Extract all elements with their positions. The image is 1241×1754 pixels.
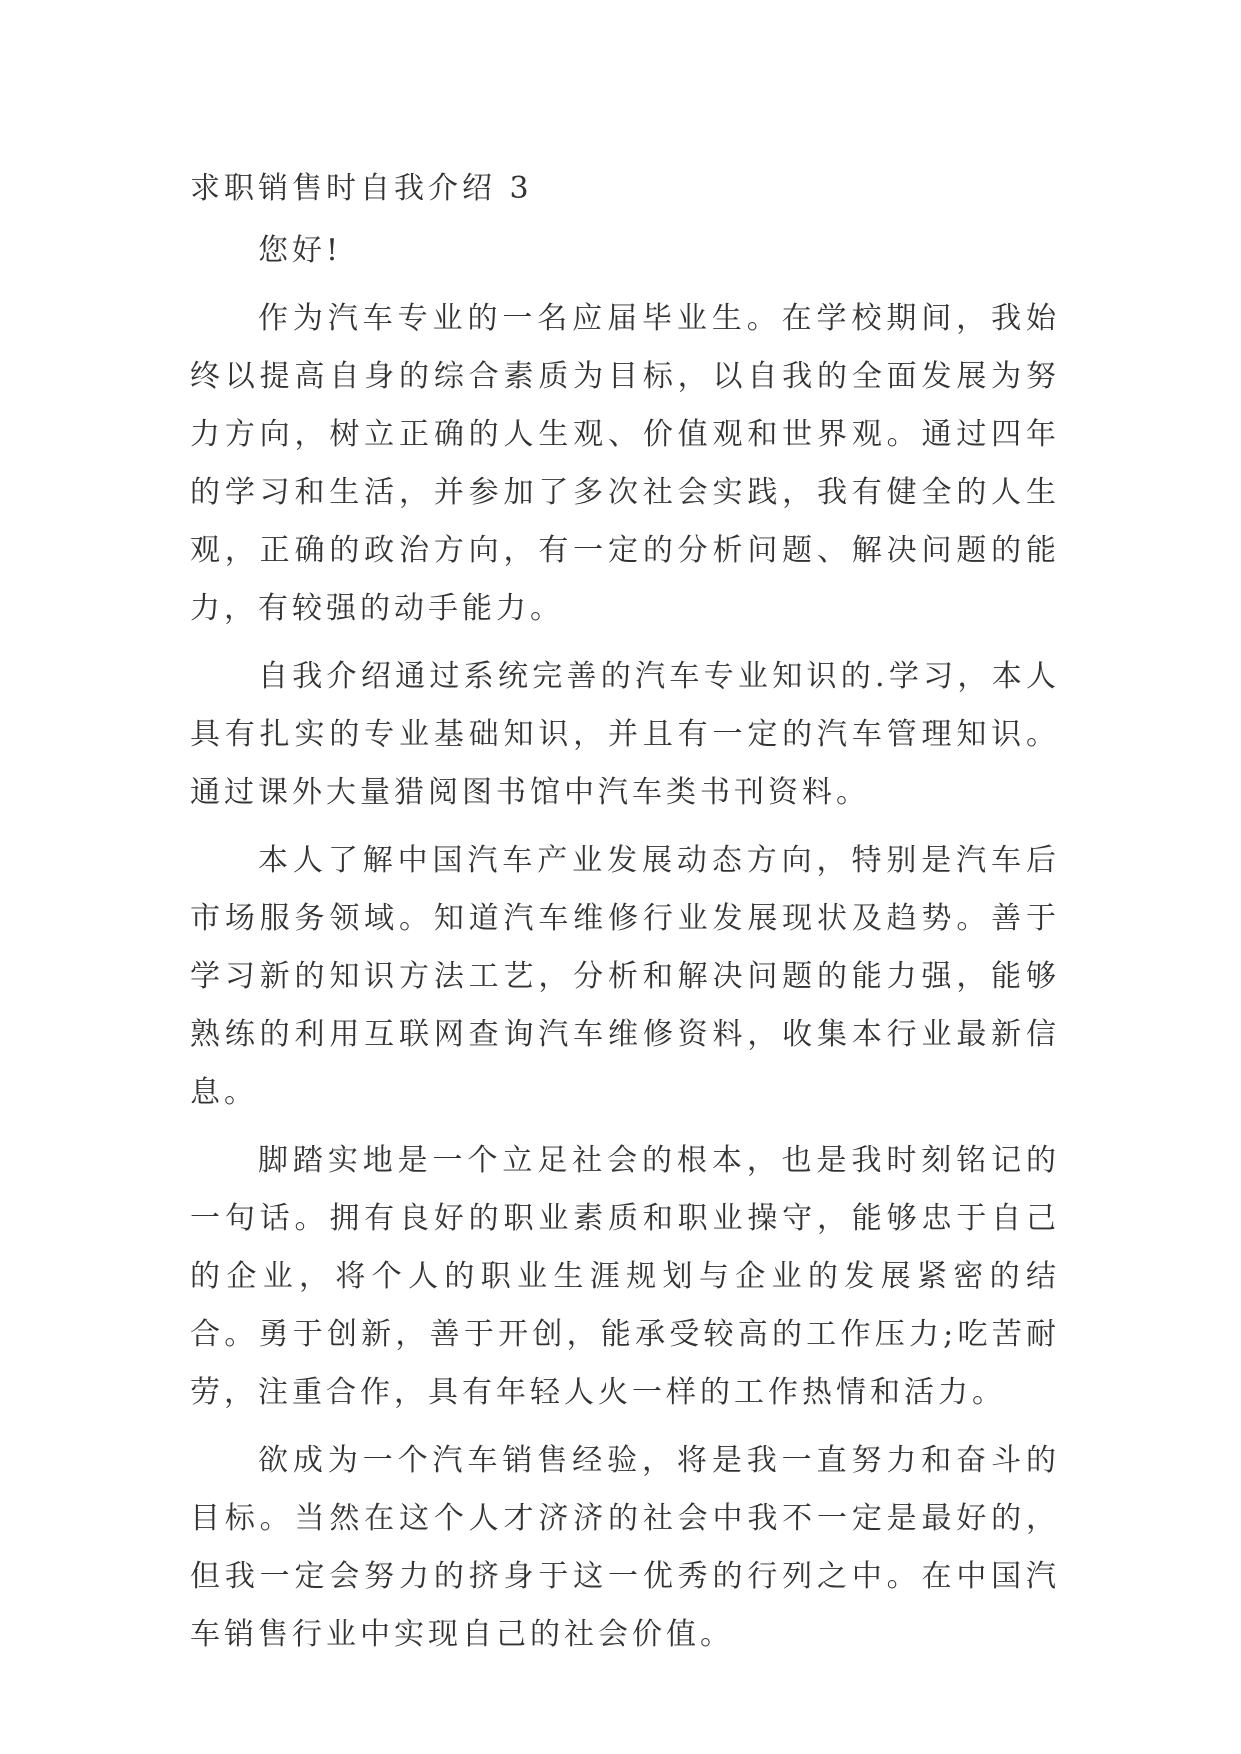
paragraph-4: 脚踏实地是一个立足社会的根本，也是我时刻铭记的一句话。拥有良好的职业素质和职业操守，能够忠于自己的企业，将个人的职业生涯规划与企业的发展紧密的结合。勇于创新，善于开创，能承受较高的工作压力;吃苦耐劳，注重合作，具有年轻人火一样的工作热情和活力。 <box>190 1143 1060 1410</box>
document-title: 求职销售时自我介绍 3 <box>190 171 533 206</box>
paragraph-2: 自我介绍通过系统完善的汽车专业知识的.学习，本人具有扎实的专业基础知识，并且有一定的汽车管理知识。通过课外大量猎阅图书馆中汽车类书刊资料。 <box>190 659 1060 810</box>
paragraph-1: 作为汽车专业的一名应届毕业生。在学校期间，我始终以提高自身的综合素质为目标，以自我的全面发展为努力方向，树立正确的人生观、价值观和世界观。通过四年的学习和生活，并参加了多次社会实践，我有健全的人生观，正确的政治方向，有一定的分析问题、解决问题的能力，有较强的动手能力。 <box>190 301 1060 626</box>
greeting: 您好! <box>258 233 343 268</box>
paragraph-3: 本人了解中国汽车产业发展动态方向，特别是汽车后市场服务领域。知道汽车维修行业发展现状及趋势。善于学习新的知识方法工艺，分析和解决问题的能力强，能够熟练的利用互联网查询汽车维修资料，收集本行业最新信息。 <box>190 843 1060 1110</box>
paragraph-5: 欲成为一个汽车销售经验，将是我一直努力和奋斗的目标。当然在这个人才济济的社会中我不一定是最好的，但我一定会努力的挤身于这一优秀的行列之中。在中国汽车销售行业中实现自己的社会价值。 <box>190 1443 1060 1652</box>
document-body <box>190 160 1060 1664</box>
